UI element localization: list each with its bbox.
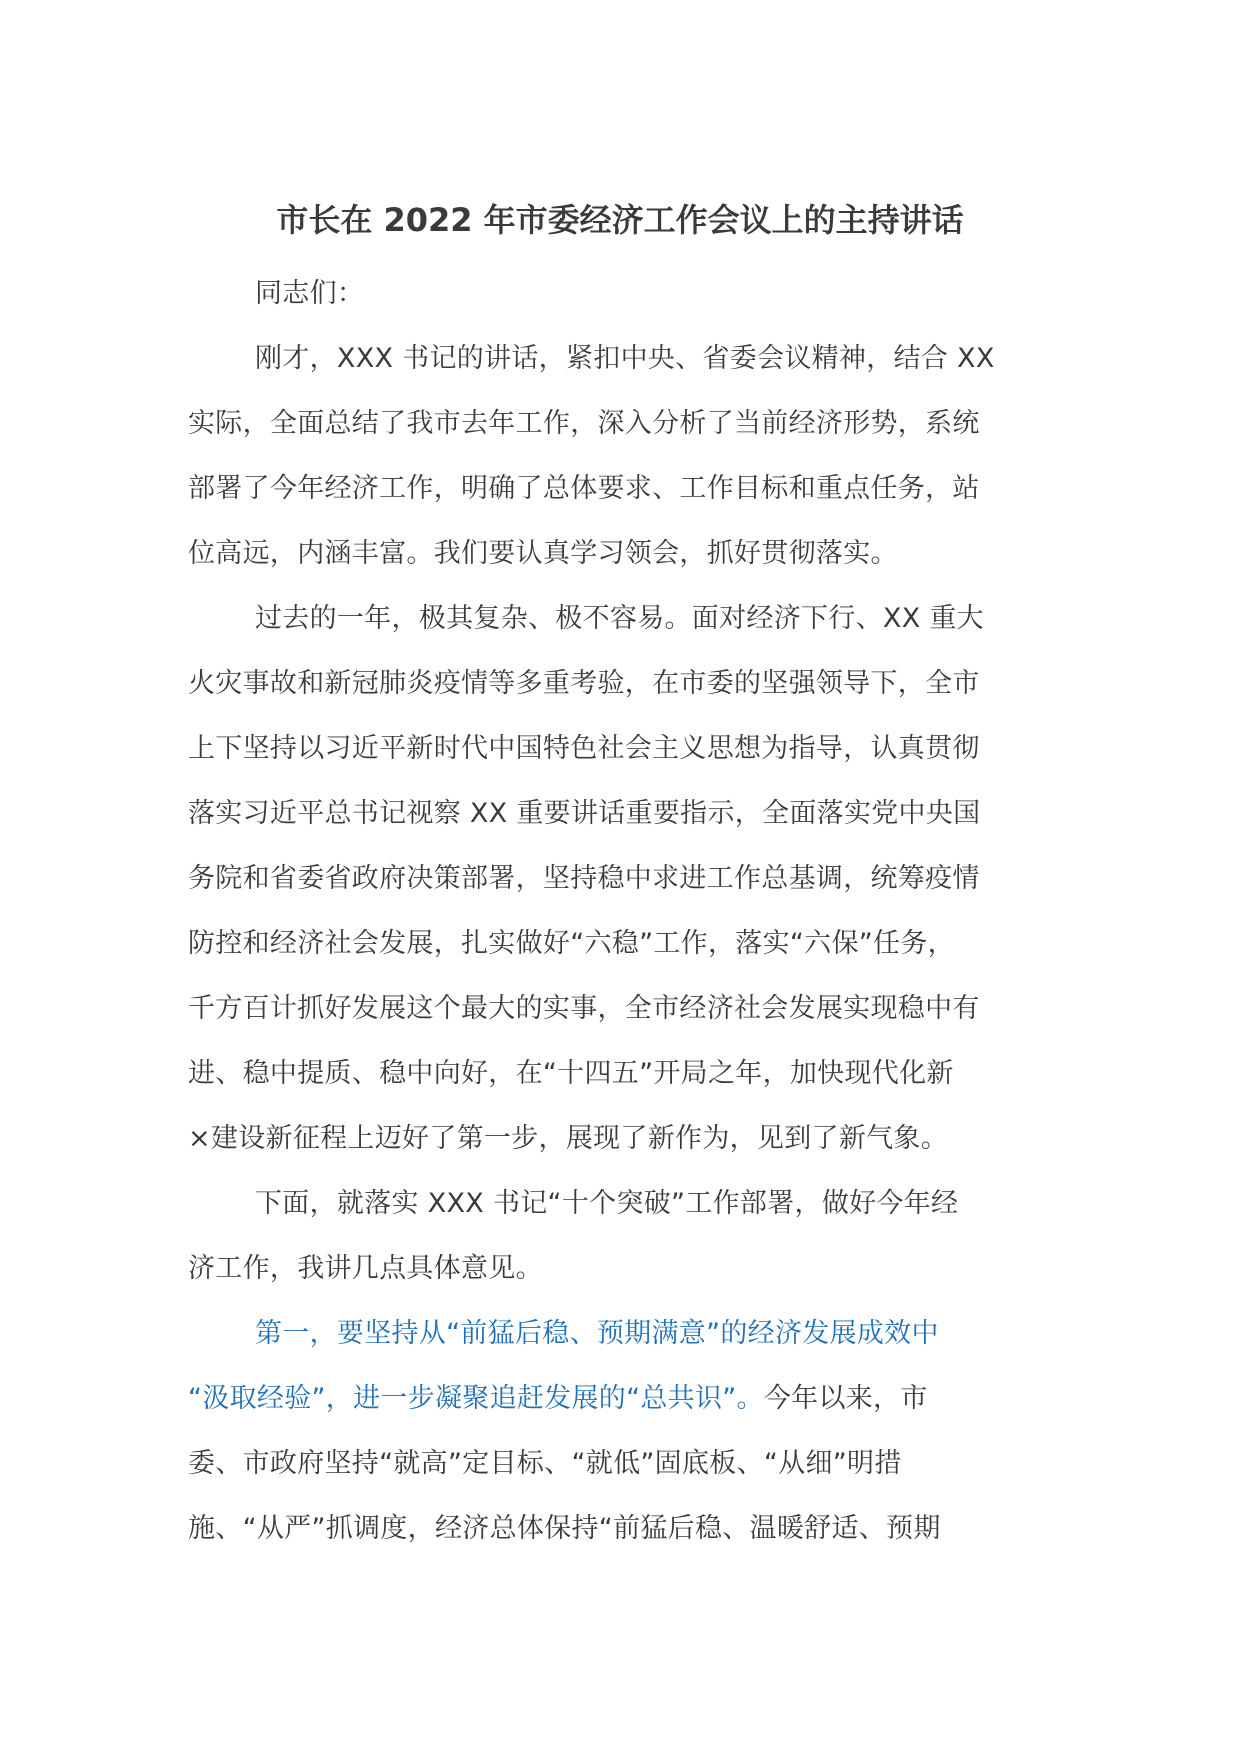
paragraph-line: 进、稳中提质、稳中向好，在“十四五”开局之年，加快现代化新 [188, 1058, 954, 1089]
section-one [188, 1301, 1058, 1561]
paragraph-line: 落实习近平总书记视察 XX 重要讲话重要指示，全面落实党中央国 [188, 798, 981, 829]
section-one-heading-continued [188, 1366, 1058, 1431]
paragraph-line: 济工作，我讲几点具体意见。 [188, 1253, 543, 1284]
paragraph-1 [188, 326, 1058, 586]
paragraph-line: 防控和经济社会发展，扎实做好“六稳”工作，落实“六保”任务， [188, 928, 955, 959]
paragraph-line: 施、“从严”抓调度，经济总体保持“前猛后稳、温暖舒适、预期 [188, 1513, 941, 1544]
section-one-heading: 第一，要坚持从“前猛后稳、预期满意”的经济发展成效中 [255, 1318, 939, 1349]
section-one-heading-tail: “汲取经验”，进一步凝聚追赶发展的“总共识”。 [188, 1383, 764, 1414]
paragraph-line: 务院和省委省政府决策部署，坚持稳中求进工作总基调，统筹疫情 [188, 863, 980, 894]
paragraph-line: 上下坚持以习近平新时代中国特色社会主义思想为指导，认真贯彻 [188, 733, 980, 764]
paragraph-line: 千方百计抓好发展这个最大的实事，全市经济社会发展实现稳中有 [188, 993, 980, 1024]
salutation-paragraph [188, 261, 1058, 326]
paragraph-line: 刚才，XXX 书记的讲话，紧扣中央、省委会议精神，结合 XX [255, 343, 995, 374]
paragraph-line: 下面，就落实 XXX 书记“十个突破”工作部署，做好今年经 [255, 1188, 959, 1219]
paragraph-line: 位高远，内涵丰富。我们要认真学习领会，抓好贯彻落实。 [188, 538, 898, 569]
paragraph-line: 委、市政府坚持“就高”定目标、“就低”固底板、“从细”明措 [188, 1448, 902, 1479]
section-one-text-start: 今年以来，市 [763, 1383, 928, 1414]
salutation: 同志们： [255, 278, 365, 309]
paragraph-line: 部署了今年经济工作，明确了总体要求、工作目标和重点任务，站 [188, 473, 980, 504]
document-body [188, 261, 1058, 1561]
paragraph-2 [188, 586, 1058, 1171]
paragraph-3 [188, 1171, 1058, 1301]
paragraph-line: 过去的一年，极其复杂、极不容易。面对经济下行、XX 重大 [255, 603, 984, 634]
paragraph-line: ×建设新征程上迈好了第一步，展现了新作为，见到了新气象。 [188, 1123, 949, 1154]
paragraph-line: 实际，全面总结了我市去年工作，深入分析了当前经济形势，系统 [188, 408, 980, 439]
paragraph-line: 火灾事故和新冠肺炎疫情等多重考验，在市委的坚强领导下，全市 [188, 668, 980, 699]
document-title: 市长在 2022 年市委经济工作会议上的主持讲话 [276, 201, 964, 239]
